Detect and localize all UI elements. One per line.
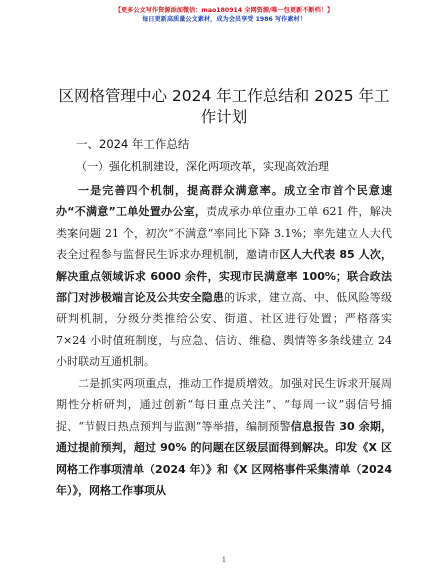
document-title: 区网格管理中心 2024 年工作总结和 2025 年工作计划 [58,87,390,126]
paragraph-1-part-2: 责成承办单位重办工单 621 件，解决类案问题 21 个，初次“不满意”率同比下降 3.1%；率先建立人大代表全过程参与监督民生诉求办理机制，邀请市 [56,205,392,262]
paragraph-1-part-3: 区人大代表 85 人次，解决重点领域诉求 6000 余件，实现市民满意率 100%；联合政法部门对涉极端言论及公共安全隐患 [56,248,392,305]
paragraph-2 [56,373,392,501]
section-heading: 一、2024 年工作总结 [76,137,190,151]
paragraph-1-part-1: 一是完善四个机制，提高群众满意率。成立全市首个民意速办“不满意”工单处置办公室， [56,184,392,219]
page-number: 1 [221,556,227,564]
promo-banner [0,6,448,24]
promo-banner-line-2: 每日更新高质量公文素材，成为会员享受 1986 写作素材！ [142,16,306,23]
paragraph-1 [56,180,392,373]
paragraph-2-part-1: 二是抓实两项重点，推动工作提质增效。加强对民生诉求开展周期性分析研判，通过创新“每日重点关注”、“每周一议”弱信号捕捉、“节假日热点预判与监测”等举措，编制预警 [56,377,392,433]
paragraph-2-part-2: 信息报告 30 余期，通过提前预判，超过 90% 的问题在区级层面得到解决。印发《X 区网格工作事项清单（2024 年）》和 [56,419,393,476]
subsection-heading: （一）强化机制建设，深化两项改革，实现高效治理 [76,160,329,173]
promo-banner-line-1: 【更多公文写作资源添加微信：mao180914 全网资源/唯一包更新不断档！】 [114,7,334,14]
paragraph-1-part-4: 的诉求，建立高、中、低风险等级研判机制，分级分类推给公安、街道、社区进行处置；严格落实 7×24 小时值班制度，与应急、信访、维稳、舆情等多条线建立 24 小时联动互通机制。 [56,291,393,369]
paragraph-2-part-3: 《X 区网格事件采集清单（2024 年）》，网格工作事项从 [56,462,392,498]
